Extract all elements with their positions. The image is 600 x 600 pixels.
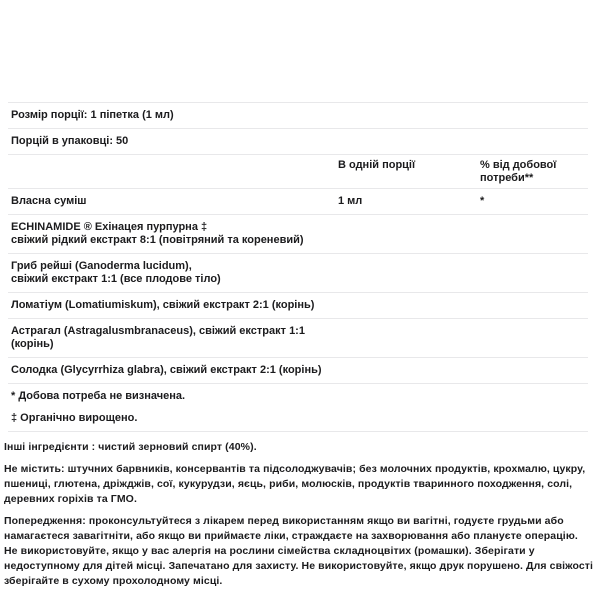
ingredient-row-echinamide	[8, 215, 588, 254]
footnote-daily-value: * Добова потреба не визначена.	[11, 390, 186, 402]
does-not-contain-paragraph: Не містить: штучних барвників, консервантів та підсолоджувачів; без молочних продуктів, крохмалю, цукру, пшениці, глютена, дріжджів, сої, кукурудзи, яєць, риби, молюсків, продуктів тваринного походження, солі, деревних горіхів та ГМО.	[4, 463, 586, 505]
ingredient-row-reishi	[8, 254, 588, 293]
label-paragraphs	[4, 440, 594, 589]
ingredient-row-astragalus	[8, 319, 588, 358]
blend-name: Власна суміш	[11, 195, 87, 207]
ingredient-detail: свіжий рідкий екстракт 8:1 (повітряний та кореневий)	[11, 234, 304, 246]
ingredient-name: Астрагал (Astragalusmbranaceus), свіжий екстракт 1:1 (корінь)	[11, 325, 305, 350]
other-ingredients-paragraph: Інші інгредієнти : чистий зерновий спирт (40%).	[4, 441, 257, 453]
servings-per-container-text: Порцій в упаковці: 50	[11, 135, 129, 147]
column-header-daily-value: % від добової потреби**	[480, 159, 557, 184]
ingredient-name: ECHINAMIDE ® Ехінацея пурпурна ‡	[11, 221, 208, 233]
footnotes-row	[8, 384, 588, 432]
column-header-amount: В одній порції	[338, 159, 416, 171]
ingredient-row-lomatium	[8, 293, 588, 319]
blend-row	[8, 189, 588, 215]
footnote-organic: ‡ Органічно вирощено.	[11, 412, 138, 424]
serving-size-text: Розмір порції: 1 піпетка (1 мл)	[11, 109, 174, 121]
supplement-facts-table	[8, 102, 588, 432]
blend-amount: 1 мл	[338, 195, 363, 207]
ingredient-row-licorice	[8, 358, 588, 384]
column-header-row	[8, 155, 588, 189]
servings-per-container-row	[8, 129, 588, 155]
ingredient-detail: свіжий екстракт 1:1 (все плодове тіло)	[11, 273, 221, 285]
serving-size-row	[8, 103, 588, 129]
ingredient-name: Ломатіум (Lomatiumiskum), свіжий екстракт 2:1 (корінь)	[11, 299, 315, 311]
ingredient-name: Солодка (Glycyrrhiza glabra), свіжий екстракт 2:1 (корінь)	[11, 364, 322, 376]
warning-paragraph: Попередження: проконсультуйтеся з лікарем перед використанням якщо ви вагітні, годуєте грудьми або намагаєтеся завагітніти, або якщо ви приймаєте ліки, страждаєте на захворювання або плануєте операцію. Не використовуйте, якщо у вас алергія на рослини сімейства складноцвітих (ромашки). Зберігати у недоступному для дітей місці. Запечатано для захисту. Не використовуйте, якщо друк порушено. Для свіжості зберігайте в сухому прохолодному місці.	[4, 515, 594, 587]
ingredient-name: Гриб рейші (Ganoderma lucidum),	[11, 260, 192, 272]
blend-daily-value: *	[480, 195, 485, 207]
